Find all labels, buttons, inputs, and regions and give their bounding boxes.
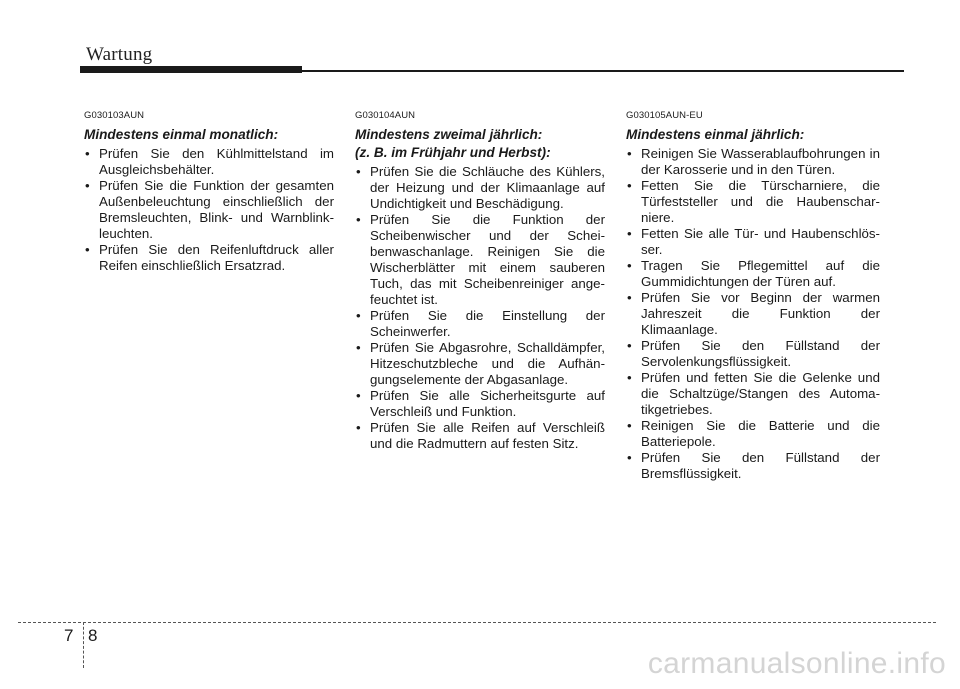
checklist-item-text: Fetten Sie alle Tür- und Haubenschlös-ser. bbox=[641, 226, 880, 257]
checklist-item-text: Prüfen Sie die Funktion der gesamten Außenbeleuchtung einschließlich der Bremsleuchten, Blink- und Warnblink-leuchten. bbox=[99, 178, 334, 241]
section-heading bbox=[626, 126, 880, 144]
bullet-glyph: • bbox=[356, 388, 361, 403]
bullet-glyph: • bbox=[356, 340, 361, 355]
bullet-glyph: • bbox=[627, 290, 632, 305]
checklist-item-text: Reinigen Sie die Batterie und die Batteriepole. bbox=[641, 418, 880, 449]
checklist-item bbox=[626, 258, 880, 290]
bullet-glyph: • bbox=[627, 226, 632, 241]
checklist-item-text: Prüfen Sie den Füllstand der Bremsflüssigkeit. bbox=[641, 450, 880, 481]
bullet-glyph: • bbox=[627, 450, 632, 465]
checklist-item-text: Prüfen Sie den Kühlmittelstand im Ausgleichsbehälter. bbox=[99, 146, 334, 177]
checklist-item bbox=[355, 388, 605, 420]
section-heading-line: (z. B. im Frühjahr und Herbst): bbox=[355, 145, 551, 160]
checklist bbox=[84, 146, 334, 274]
checklist-item bbox=[355, 164, 605, 212]
chapter-number: 7 bbox=[64, 626, 74, 645]
checklist-item bbox=[626, 178, 880, 226]
checklist-item-text: Prüfen Sie vor Beginn der warmen Jahreszeit die Funktion der Klimaanlage. bbox=[641, 290, 880, 337]
bullet-glyph: • bbox=[85, 242, 90, 257]
section-heading bbox=[84, 126, 334, 144]
checklist bbox=[355, 164, 605, 452]
checklist-item bbox=[626, 370, 880, 418]
checklist-item-text: Prüfen Sie die Schläuche des Kühlers, der Heizung und der Klimaanlage auf Undichtigkeit und Beschädigung. bbox=[370, 164, 605, 211]
checklist-item-text: Prüfen Sie alle Sicherheitsgurte auf Verschleiß und Funktion. bbox=[370, 388, 605, 419]
checklist-item-text: Prüfen Sie die Einstellung der Scheinwerfer. bbox=[370, 308, 605, 339]
checklist-item-text: Prüfen Sie den Reifenluftdruck aller Reifen einschließlich Ersatzrad. bbox=[99, 242, 334, 273]
page-number: 8 bbox=[88, 626, 98, 645]
checklist-item-text: Prüfen Sie den Füllstand der Servolenkungsflüssigkeit. bbox=[641, 338, 880, 369]
checklist-item bbox=[355, 308, 605, 340]
checklist-item bbox=[626, 226, 880, 258]
checklist-item bbox=[355, 212, 605, 308]
section-heading-line: Mindestens einmal jährlich: bbox=[626, 127, 805, 142]
section-code: G030104AUN bbox=[355, 110, 416, 121]
bullet-glyph: • bbox=[627, 418, 632, 433]
bullet-glyph: • bbox=[356, 164, 361, 179]
column-monthly bbox=[84, 110, 334, 274]
bullet-glyph: • bbox=[356, 212, 361, 227]
bullet-glyph: • bbox=[85, 146, 90, 161]
checklist-item bbox=[626, 450, 880, 482]
checklist-item bbox=[355, 340, 605, 388]
section-heading-line: Mindestens zweimal jährlich: bbox=[355, 127, 543, 142]
checklist-item-text: Prüfen Sie Abgasrohre, Schalldämpfer, Hitzeschutzbleche und die Aufhän-gungselemente der Abgasanlage. bbox=[370, 340, 605, 387]
checklist-item-text: Prüfen Sie die Funktion der Scheibenwischer und der Schei-benwaschanlage. Reinigen Sie die Wischerblätter mit einem sauberen Tuch, das mit Scheibenreiniger ange-feuchtet ist. bbox=[370, 212, 605, 307]
checklist-item-text: Prüfen und fetten Sie die Gelenke und die Schaltzüge/Stangen des Automa-tikgetriebes. bbox=[641, 370, 880, 417]
bullet-glyph: • bbox=[627, 370, 632, 385]
bullet-glyph: • bbox=[85, 178, 90, 193]
bullet-glyph: • bbox=[356, 308, 361, 323]
checklist-item-text: Reinigen Sie Wasserablaufbohrungen in der Karosserie und in den Türen. bbox=[641, 146, 880, 177]
checklist-item bbox=[84, 178, 334, 242]
section-heading-line: Mindestens einmal monatlich: bbox=[84, 127, 279, 142]
column-yearly bbox=[626, 110, 880, 482]
header-rule-thin bbox=[300, 70, 904, 72]
bullet-glyph: • bbox=[627, 258, 632, 273]
page-header-title: Wartung bbox=[86, 44, 153, 65]
column-twice-yearly bbox=[355, 110, 605, 452]
footer-dashed-rule bbox=[18, 622, 936, 623]
checklist-item-text: Tragen Sie Pflegemittel auf die Gummidichtungen der Türen auf. bbox=[641, 258, 880, 289]
footer-dashed-divider bbox=[83, 622, 84, 668]
bullet-glyph: • bbox=[627, 338, 632, 353]
checklist-item-text: Prüfen Sie alle Reifen auf Verschleiß und die Radmuttern auf festen Sitz. bbox=[370, 420, 605, 451]
section-code: G030105AUN-EU bbox=[626, 110, 703, 121]
header-rule-thick bbox=[80, 66, 302, 73]
section-code: G030103AUN bbox=[84, 110, 145, 121]
section-heading bbox=[355, 126, 605, 162]
checklist-item bbox=[84, 242, 334, 274]
checklist bbox=[626, 146, 880, 482]
checklist-item bbox=[626, 290, 880, 338]
checklist-item bbox=[84, 146, 334, 178]
bullet-glyph: • bbox=[627, 178, 632, 193]
checklist-item bbox=[626, 146, 880, 178]
checklist-item-text: Fetten Sie die Türscharniere, die Türfeststeller und die Haubenschar-niere. bbox=[641, 178, 880, 225]
watermark-text: carmanualsonline.info bbox=[647, 647, 946, 680]
checklist-item bbox=[626, 418, 880, 450]
checklist-item bbox=[355, 420, 605, 452]
checklist-item bbox=[626, 338, 880, 370]
bullet-glyph: • bbox=[356, 420, 361, 435]
bullet-glyph: • bbox=[627, 146, 632, 161]
